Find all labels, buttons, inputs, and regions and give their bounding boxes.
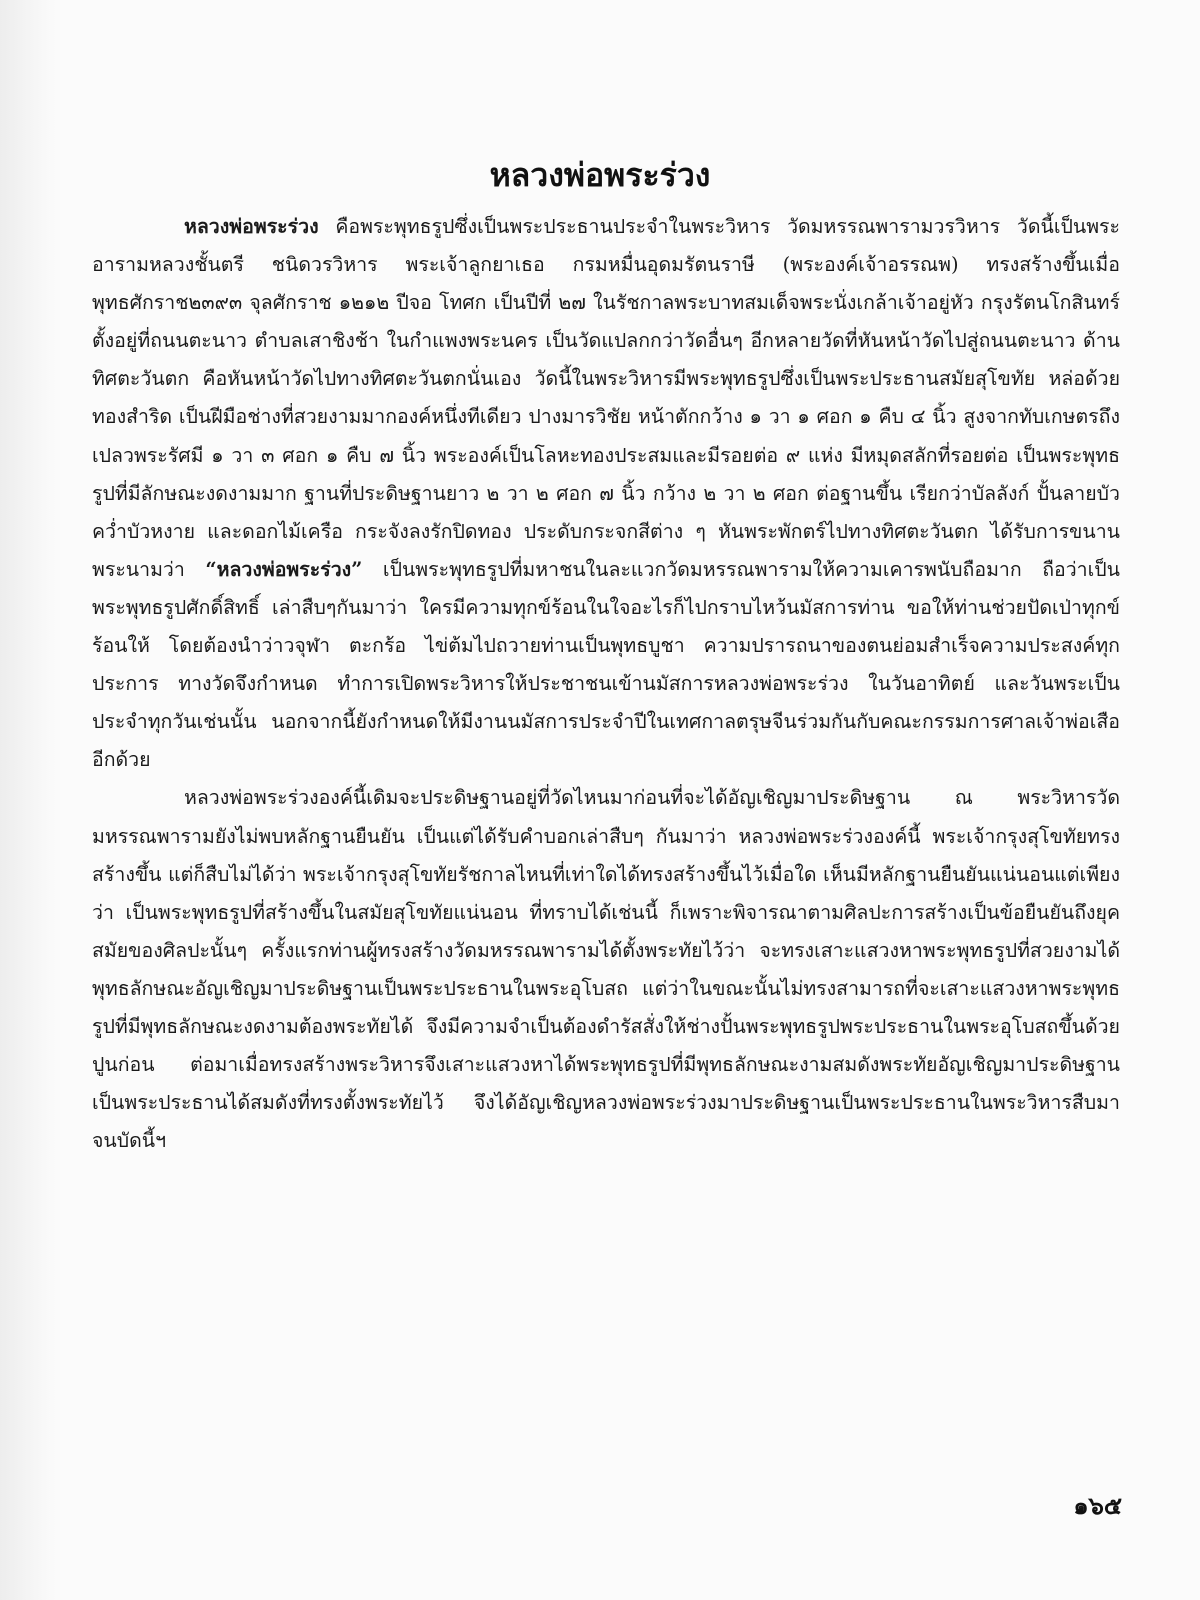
paragraph-2: หลวงพ่อพระร่วงองค์นี้เดิมจะประดิษฐานอยู่ที่วัดไหนมาก่อนที่จะได้อัญเชิญมาประดิษฐาน ณ พระวิหารวัดมหรรณพารามยังไม่พบหลักฐานยืนยัน เป็นแต่ได้รับคำบอกเล่าสืบๆ กันมาว่า หลวงพ่อพระร่วงองค์นี้ พระเจ้ากรุงสุโขทัยทรงสร้างขึ้น แต่ก็สืบไม่ได้ว่า พระเจ้ากรุงสุโขทัยรัชกาลไหนที่เท่าใดได้ทรงสร้างขึ้นไว้เมื่อใด เห็นมีหลักฐานยืนยันแน่นอนแต่เพียงว่า เป็นพระพุทธรูปที่สร้างขึ้นในสมัยสุโขทัยแน่นอน ที่ทราบได้เช่นนี้ ก็เพราะพิจารณาตามศิลปะการสร้างเป็นข้อยืนยันถึงยุคสมัยของศิลปะนั้นๆ ครั้งแรกท่านผู้ทรงสร้างวัดมหรรณพารามได้ตั้งพระทัยไว้ว่า จะทรงเสาะแสวงหาพระพุทธรูปที่สวยงามได้พุทธลักษณะอัญเชิญมาประดิษฐานเป็นพระประธานในพระอุโบสถ แต่ว่าในขณะนั้นไม่ทรงสามารถที่จะเสาะแสวงหาพระพุทธรูปที่มีพุทธลักษณะงดงามต้องพระทัยได้ จึงมีความจำเป็นต้องดำรัสสั่งให้ช่างปั้นพระพุทธรูปพระประธานในพระอุโบสถขึ้นด้วยปูนก่อน ต่อมาเมื่อทรงสร้างพระวิหารจึงเสาะแสวงหาได้พระพุทธรูปที่มีพุทธลักษณะงามสมดังพระทัยอัญเชิญมาประดิษฐานเป็นพระประธานได้สมดังที่ทรงตั้งพระทัยไว้ จึงได้อัญเชิญหลวงพ่อพระร่วงมาประดิษฐานเป็นพระประธานในพระวิหารสืบมาจนบัดนี้ฯ (92, 786, 1120, 1153)
page-edge-shadow (0, 0, 56, 1600)
paragraph-1-part-1: คือพระพุทธรูปซึ่งเป็นพระประธานประจำในพระวิหาร วัดมหรรณพารามวรวิหาร วัดนี้เป็นพระอารามหลวงชั้นตรี ชนิดวรวิหาร พระเจ้าลูกยาเธอ กรมหมื่นอุดมรัตนราษี (พระองค์เจ้าอรรณพ) ทรงสร้างขึ้นเมื่อ พุทธศักราช๒๓๙๓ จุลศักราช ๑๒๑๒ ปีจอ โทศก เป็นปีที่ ๒๗ ในรัชกาลพระบาทสมเด็จพระนั่งเกล้าเจ้าอยู่หัว กรุงรัตนโกสินทร์ ตั้งอยู่ที่ถนนตะนาว ตำบลเสาชิงช้า ในกำแพงพระนคร เป็นวัดแปลกกว่าวัดอื่นๆ อีกหลายวัดที่หันหน้าวัดไปสู่ถนนตะนาว ด้านทิศตะวันตก คือหันหน้าวัดไปทางทิศตะวันตกนั่นเอง วัดนี้ในพระวิหารมีพระพุทธรูปซึ่งเป็นพระประธานสมัยสุโขทัย หล่อด้วยทองสำริด เป็นฝีมือช่างที่สวยงามมากองค์หนึ่งทีเดียว ปางมารวิชัย หน้าตักกว้าง ๑ วา ๑ ศอก ๑ คืบ ๔ นิ้ว สูงจากทับเกษตรถึงเปลวพระรัศมี ๑ วา ๓ ศอก ๑ คืบ ๗ นิ้ว พระองค์เป็นโลหะทองประสมและมีรอยต่อ ๙ แห่ง มีหมุดสลักที่รอยต่อ เป็นพระพุทธรูปที่มีลักษณะงดงามมาก ฐานที่ประดิษฐานยาว ๒ วา ๒ ศอก ๗ นิ้ว กว้าง ๒ วา ๒ ศอก ต่อฐานขึ้น เรียกว่าบัลลังก์ ปั้นลายบัวคว่ำบัวหงาย และดอกไม้เครือ กระจังลงรักปิดทอง ประดับกระจกสีต่าง ๆ หันพระพักตร์ไปทางทิศตะวันตก ได้รับการขนานพระนามว่า (92, 215, 1120, 581)
page-number: ๑๖๕ (1073, 1491, 1122, 1520)
paragraph-1-lead: หลวงพ่อพระร่วง (184, 215, 319, 238)
paragraph-1-part-2: เป็นพระพุทธรูปที่มหาชนในละแวกวัดมหรรณพารามให้ความเคารพนับถือมาก ถือว่าเป็นพระพุทธรูปศักดิ์สิทธิ์ เล่าสืบๆกันมาว่า ใครมีความทุกข์ร้อนในใจอะไรก็ไปกราบไหว้นมัสการท่าน ขอให้ท่านช่วยปัดเป่าทุกข์ร้อนให้ โดยต้องนำว่าวจุฬา ตะกร้อ ไข่ต้มไปถวายท่านเป็นพุทธบูชา ความปรารถนาของตนย่อมสำเร็จความประสงค์ทุกประการ ทางวัดจึงกำหนด ทำการเปิดพระวิหารให้ประชาชนเข้านมัสการหลวงพ่อพระร่วง ในวันอาทิตย์ และวันพระเป็นประจำทุกวันเช่นนั้น นอกจากนี้ยังกำหนดให้มีงานนมัสการประจำปีในเทศกาลตรุษจีนร่วมกันกับคณะกรรมการศาลเจ้าพ่อเสืออีกด้วย (92, 557, 1120, 772)
paragraph-1 (92, 208, 1120, 779)
body-text (92, 208, 1120, 1160)
paragraph-1-quote: “หลวงพ่อพระร่วง” (205, 557, 363, 581)
page-title: หลวงพ่อพระร่วง (489, 156, 711, 194)
